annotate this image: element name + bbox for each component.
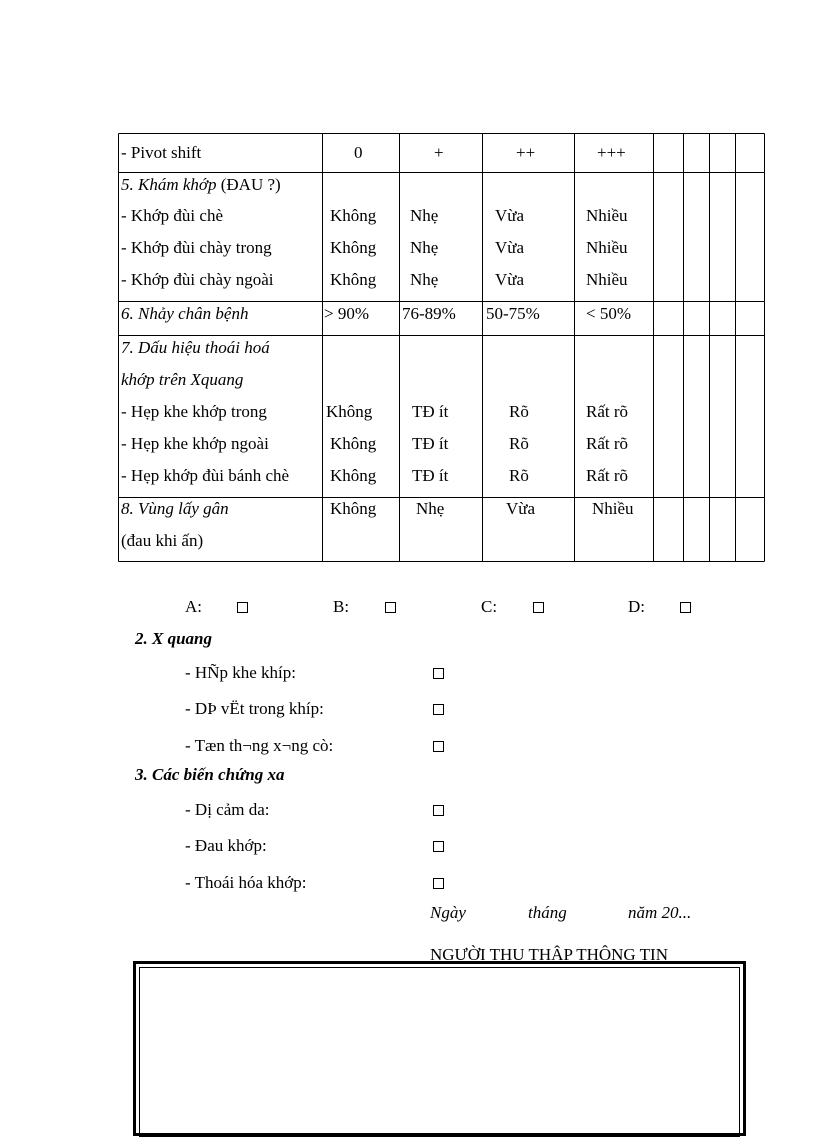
s5-row-g1: Nhẹ [410, 206, 439, 225]
grade-a-checkbox[interactable] [237, 602, 248, 613]
xquang-item-checkbox[interactable] [433, 668, 444, 679]
s7-row-label: - Hẹp khe khớp trong [121, 402, 267, 421]
pivot-label: - Pivot shift [121, 143, 202, 162]
s8-sub: (đau khi ấn) [121, 531, 204, 550]
xquang-item: - DÞ vËt trong khíp: [185, 699, 324, 718]
s5-row-label: - Khớp đùi chày trong [121, 238, 272, 257]
s5-title [121, 175, 281, 195]
pivot-g1: + [434, 143, 444, 162]
s5-row-g2: Vừa [495, 238, 525, 257]
s7-row-g3: Rất rõ [586, 402, 629, 421]
s7-row-g0: Không [330, 434, 377, 453]
complication-item-checkbox[interactable] [433, 841, 444, 852]
date-year: năm 20... [628, 903, 692, 922]
s5-row-g2: Vừa [495, 270, 525, 289]
s7-row-label: - Hẹp khe khớp ngoài [121, 434, 269, 453]
s7-row-g0: Không [330, 466, 377, 485]
s7-row-label: - Hẹp khớp đùi bánh chè [121, 466, 290, 485]
s7-title-line2: khớp trên Xquang [121, 370, 244, 389]
s5-row-g0: Không [330, 270, 377, 289]
grade-b-checkbox[interactable] [385, 602, 396, 613]
grade-a-label: A: [185, 597, 202, 616]
s5-row-g1: Nhẹ [410, 238, 439, 257]
grade-b-label: B: [333, 597, 350, 616]
date-month: tháng [528, 903, 567, 922]
s5-row-g0: Không [330, 206, 377, 225]
complication-item: - Đau khớp: [185, 836, 267, 855]
grade-d-checkbox[interactable] [680, 602, 691, 613]
complication-item-checkbox[interactable] [433, 805, 444, 816]
s6-g1: 76-89% [402, 304, 456, 323]
s7-row-g2: Rõ [509, 466, 529, 485]
s6-g0: > 90% [324, 304, 369, 323]
s5-row-g0: Không [330, 238, 377, 257]
s5-row-g3: Nhiều [586, 270, 628, 289]
bottom-frame-inner [139, 967, 740, 1137]
s5-title-suffix: (ĐAU ?) [220, 175, 281, 194]
date-day: Ngày [430, 903, 466, 922]
grade-c-label: C: [481, 597, 498, 616]
s5-row-label: - Khớp đùi chày ngoài [121, 270, 274, 289]
pivot-g2: ++ [516, 143, 536, 162]
s8-g0: Không [330, 499, 377, 518]
s6-label: 6. Nhảy chân bệnh [121, 304, 249, 323]
xquang-item-checkbox[interactable] [433, 741, 444, 752]
xquang-heading: 2. X quang [135, 629, 212, 648]
s8-g3: Nhiều [592, 499, 634, 518]
s6-g3: < 50% [586, 304, 631, 323]
s6-g2: 50-75% [486, 304, 540, 323]
grade-d-label: D: [628, 597, 645, 616]
complication-item-checkbox[interactable] [433, 878, 444, 889]
complication-item: - Thoái hóa khớp: [185, 873, 307, 892]
s8-g2: Vừa [506, 499, 536, 518]
s7-row-g0: Không [326, 402, 373, 421]
s7-row-g3: Rất rõ [586, 466, 629, 485]
s7-row-g1: TĐ ít [412, 466, 449, 485]
s7-row-g2: Rõ [509, 434, 529, 453]
s7-row-g3: Rất rõ [586, 434, 629, 453]
xquang-item: - HÑp khe khíp: [185, 663, 296, 682]
grade-c-checkbox[interactable] [533, 602, 544, 613]
signer-title: NGƯỜI THU THẬP THÔNG TIN [430, 945, 668, 964]
s5-row-g2: Vừa [495, 206, 525, 225]
s7-row-g2: Rõ [509, 402, 529, 421]
s5-title-text: 5. Khám khớp [121, 175, 217, 194]
complication-item: - Dị cảm da: [185, 800, 270, 819]
xquang-item-checkbox[interactable] [433, 704, 444, 715]
s8-g1: Nhẹ [416, 499, 445, 518]
s8-title: 8. Vùng lấy gân [121, 499, 229, 518]
pivot-g3: +++ [597, 143, 626, 162]
s7-row-g1: TĐ ít [412, 434, 449, 453]
s7-title-line1: 7. Dấu hiệu thoái hoá [121, 338, 270, 357]
s5-row-g3: Nhiều [586, 238, 628, 257]
complications-heading: 3. Các biến chứng xa [135, 765, 285, 784]
s5-row-label: - Khớp đùi chè [121, 206, 223, 225]
s7-row-g1: TĐ ít [412, 402, 449, 421]
s5-row-g1: Nhẹ [410, 270, 439, 289]
xquang-item: - Tæn th¬ng x¬ng cò: [185, 736, 334, 755]
pivot-g0: 0 [354, 143, 363, 162]
s5-row-g3: Nhiều [586, 206, 628, 225]
